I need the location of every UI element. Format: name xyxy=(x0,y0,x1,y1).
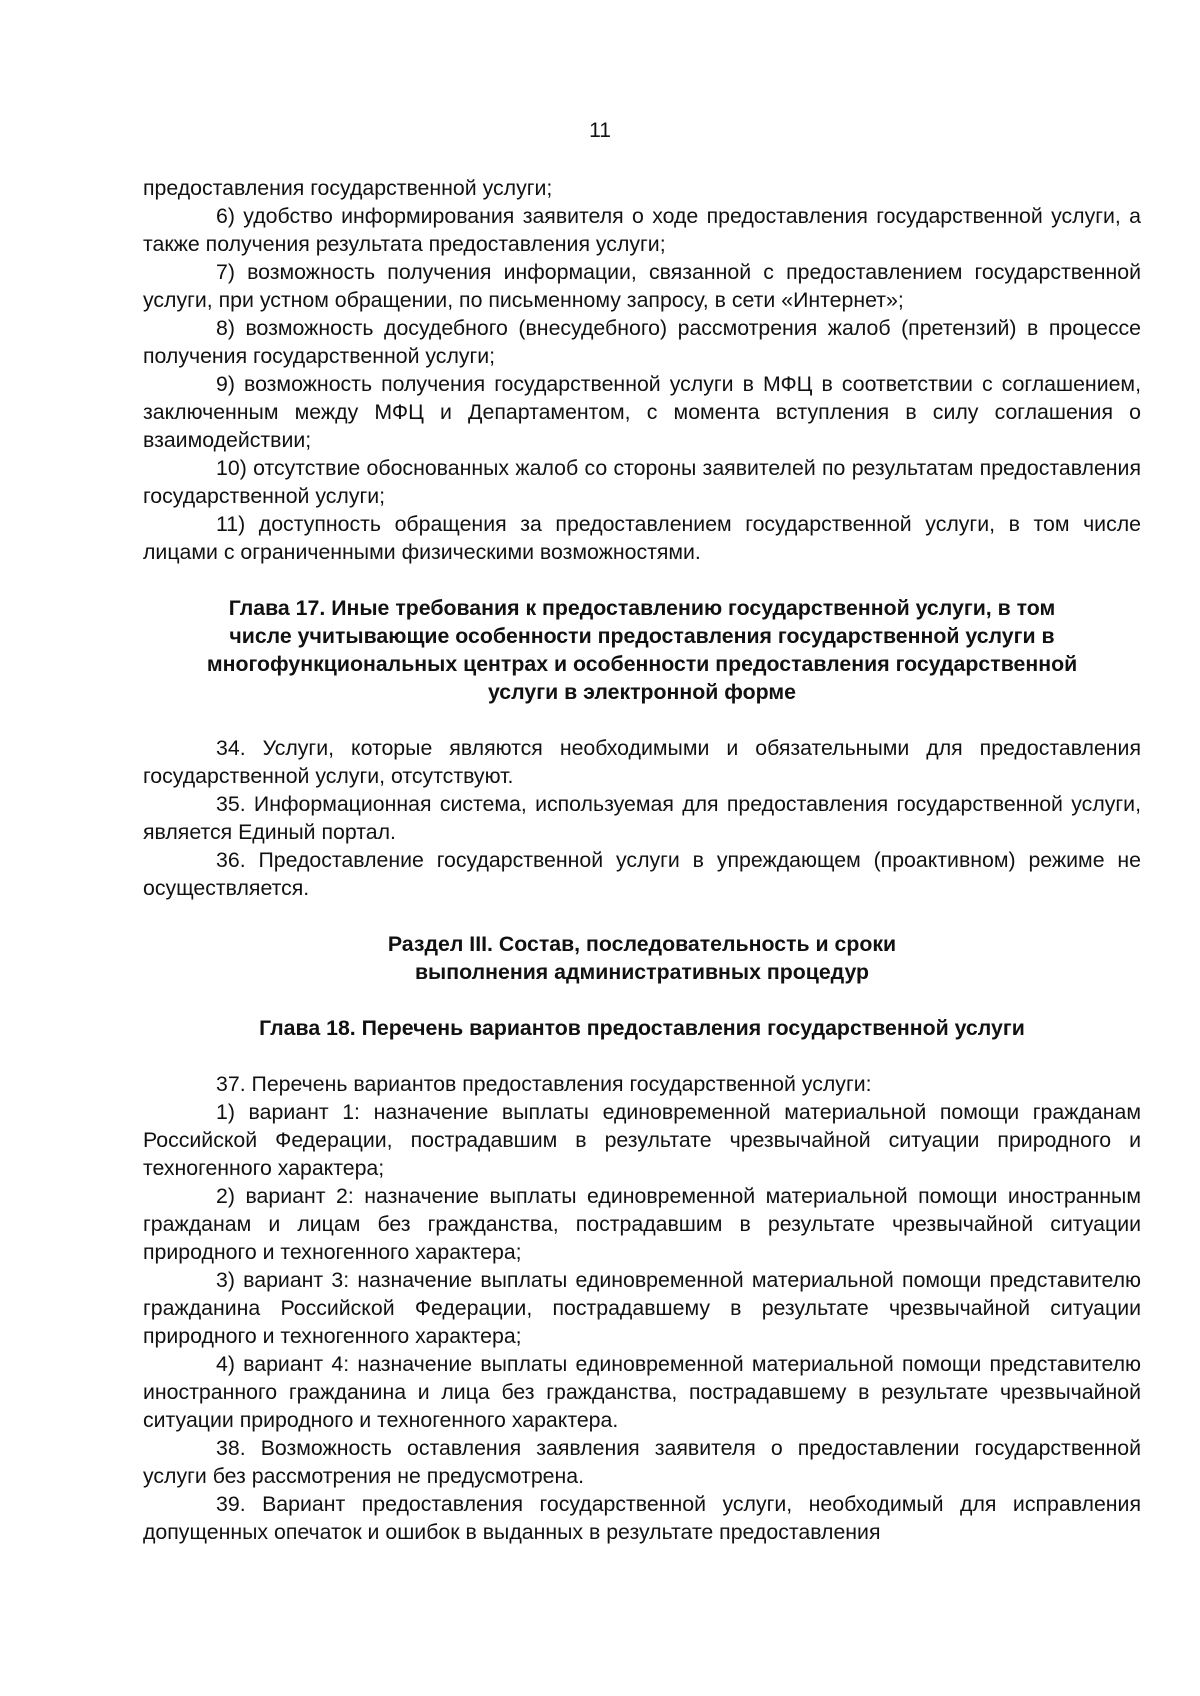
chapter-18-heading: Глава 18. Перечень вариантов предоставления государственной услуги xyxy=(259,1016,1025,1040)
list-item: 8) возможность досудебного (внесудебного) рассмотрения жалоб (претензий) в процессе получения государственной услуги; xyxy=(143,316,1141,368)
list-item: 10) отсутствие обоснованных жалоб со стороны заявителей по результатам предоставления государственной услуги; xyxy=(143,456,1141,508)
list-item: 3) вариант 3: назначение выплаты единовременной материальной помощи представителю гражданина Российской Федерации, пострадавшему в результате чрезвычайной ситуации природного и техногенного характера; xyxy=(143,1268,1141,1348)
page-number: 11 xyxy=(589,119,611,142)
numbered-paragraph: 36. Предоставление государственной услуги в упреждающем (проактивном) режиме не осуществляется. xyxy=(143,848,1141,900)
chapter-17-heading xyxy=(143,594,1141,706)
spacer xyxy=(143,986,1141,1014)
numbered-paragraph: 39. Вариант предоставления государственной услуги, необходимый для исправления допущенных опечаток и ошибок в выданных в результате предоставления xyxy=(143,1492,1141,1544)
numbered-paragraph: 34. Услуги, которые являются необходимыми и обязательными для предоставления государственной услуги, отсутствуют. xyxy=(143,736,1141,788)
numbered-paragraph: 35. Информационная система, используемая для предоставления государственной услуги, является Единый портал. xyxy=(143,792,1141,844)
list-item: 7) возможность получения информации, связанной с предоставлением государственной услуги, при устном обращении, по письменному запросу, в сети «Интернет»; xyxy=(143,260,1141,312)
numbered-paragraph: 37. Перечень вариантов предоставления государственной услуги: xyxy=(216,1072,872,1096)
list-item: 1) вариант 1: назначение выплаты единовременной материальной помощи гражданам Российской Федерации, пострадавшим в результате чрезвычайной ситуации природного и техногенного характера; xyxy=(143,1100,1141,1180)
list-item: 9) возможность получения государственной услуги в МФЦ в соответствии с соглашением, заключенным между МФЦ и Департаментом, с момента вступления в силу соглашения о взаимодействии; xyxy=(143,372,1141,452)
list-item: 4) вариант 4: назначение выплаты единовременной материальной помощи представителю иностранного гражданина и лица без гражданства, пострадавшему в результате чрезвычайной ситуации природного и техногенного характера. xyxy=(143,1352,1141,1432)
list-item: 11) доступность обращения за предоставлением государственной услуги, в том числе лицами с ограниченными физическими возможностями. xyxy=(143,512,1141,564)
heading-line: Глава 17. Иные требования к предоставлению государственной услуги, в том xyxy=(228,596,1056,620)
spacer xyxy=(143,902,1141,930)
section-3-heading xyxy=(143,930,1141,986)
spacer xyxy=(143,566,1141,594)
heading-line: услуги в электронной форме xyxy=(487,680,796,704)
list-item: 6) удобство информирования заявителя о ходе предоставления государственной услуги, а также получения результата предоставления услуги; xyxy=(143,204,1141,256)
list-item: 2) вариант 2: назначение выплаты единовременной материальной помощи иностранным гражданам и лицам без гражданства, пострадавшим в результате чрезвычайной ситуации природного и техногенного характера; xyxy=(143,1184,1141,1264)
numbered-paragraph: 38. Возможность оставления заявления заявителя о предоставлении государственной услуги без рассмотрения не предусмотрена. xyxy=(143,1436,1141,1488)
spacer xyxy=(143,1042,1141,1070)
document-body xyxy=(143,174,1141,1546)
heading-line: числе учитывающие особенности предоставления государственной услуги в xyxy=(229,624,1055,648)
continuation-paragraph: предоставления государственной услуги; xyxy=(143,176,553,200)
heading-line: многофункциональных центрах и особенности предоставления государственной xyxy=(206,652,1078,676)
heading-line: Раздел III. Состав, последовательность и сроки xyxy=(387,932,897,956)
heading-line: выполнения административных процедур xyxy=(414,960,870,984)
spacer xyxy=(143,706,1141,734)
